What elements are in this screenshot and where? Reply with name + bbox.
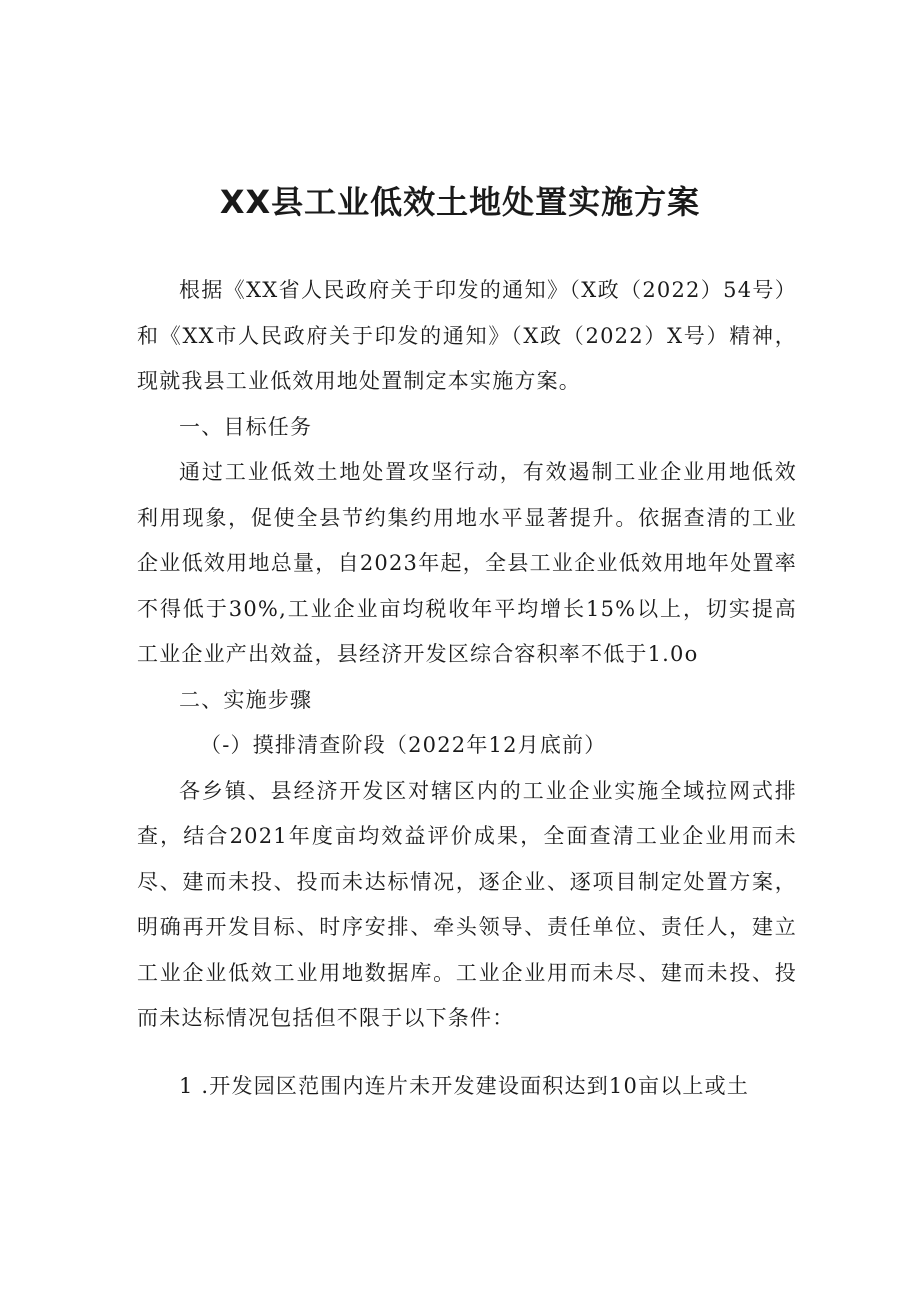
subsection-heading-survey: （-）摸排清查阶段（2022年12月底前） [200, 733, 607, 757]
list-item-1: 1 .开发园区范围内连片未开发建设面积达到10亩以上或土 [179, 1073, 750, 1098]
survey-paragraph: 各乡镇、县经济开发区对辖区内的工业企业实施全域拉网式排查，结合2021年度亩均效益评价成果，全面查清工业企业用而未尽、建而未投、投而未达标情况，逐企业、逐项目制定处置方案，明确再开发目标、时序安排、牵头领导、责任单位、责任人，建立工业企业低效工业用地数据库。工业企业用而未尽、建而未投、投而未达标情况包括但不限于以下条件： [137, 778, 797, 1030]
document-title: XX县工业低效土地处置实施方案 [219, 183, 701, 221]
intro-paragraph: 根据《XX省人民政府关于印发的通知》（X政（2022）54号）和《XX市人民政府关于印发的通知》（X政（2022）X号）精神，现就我县工业低效用地处置制定本实施方案。 [137, 278, 797, 393]
section-heading-targets: 一、目标任务 [179, 414, 313, 439]
targets-paragraph: 通过工业低效土地处置攻坚行动，有效遏制工业企业用地低效利用现象，促使全县节约集约用地水平显著提升。依据查清的工业企业低效用地总量，自2023年起，全县工业企业低效用地年处置率不得低于30%,工业企业亩均税收年平均增长15%以上，切实提高工业企业产出效益，县经济开发区综合容积率不低于1.0o [137, 460, 797, 666]
section-heading-steps: 二、实施步骤 [179, 687, 313, 712]
document-body [137, 268, 797, 1109]
